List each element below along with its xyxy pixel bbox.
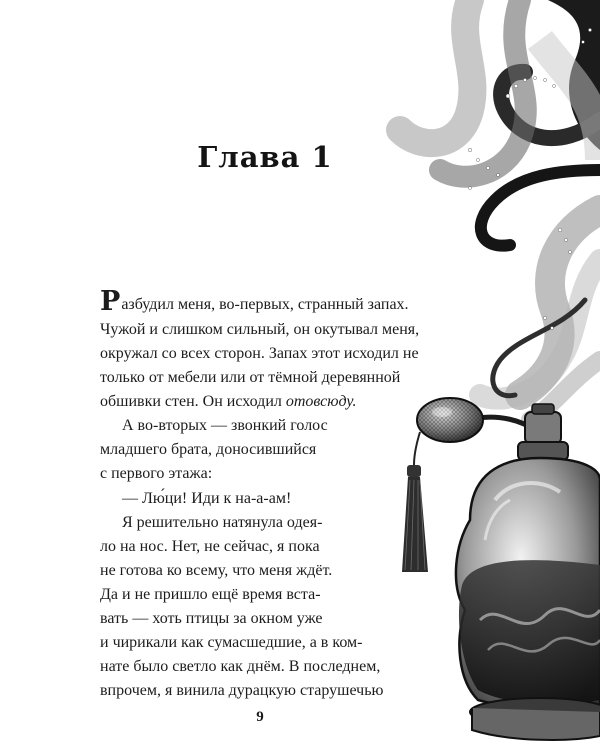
drop-cap-letter: Р	[100, 286, 121, 317]
text-line: и чирикали как сумасшедшие, а в ком-	[100, 634, 363, 651]
text-line: не готова ко всему, что меня ждёт.	[100, 562, 333, 579]
perfume-bottle	[456, 404, 600, 740]
chapter-body-text	[100, 0, 440, 750]
text-line: младшего брата, доносившийся	[100, 441, 317, 458]
emphasized-word: отовсюду.	[285, 393, 357, 410]
text-line: Разбудил меня, во-первых, странный запах.	[100, 286, 409, 317]
text-line: Я решительно натянула одея-	[122, 514, 323, 531]
chapter-title: Глава 1	[197, 140, 333, 174]
text-line: обшивки стен. Он исходил отовсюду.	[100, 393, 357, 410]
text-line: окружал со всех сторон. Запах этот исходил не	[100, 345, 419, 362]
text-line: только от мебели или от тёмной деревянной	[100, 369, 401, 386]
text-line: ло на нос. Нет, не сейчас, я пока	[100, 538, 320, 555]
dialogue-line: — Лю́ци! Иди к на-а-ам!	[122, 490, 292, 507]
text-line: А во-вторых — звонкий голос	[122, 417, 328, 434]
text-line: впрочем, я винила дурацкую старушечью	[100, 682, 384, 699]
text-line: нате было светло как днём. В последнем,	[100, 658, 381, 675]
text-line: Чужой и слишком сильный, он окутывал меня,	[100, 321, 420, 338]
page-number: 9	[256, 709, 264, 725]
text-line: с первого этажа:	[100, 465, 213, 482]
text-line: вать — хоть птицы за окном уже	[100, 610, 323, 627]
text-line: Да и не пришло ещё время вста-	[100, 586, 321, 603]
